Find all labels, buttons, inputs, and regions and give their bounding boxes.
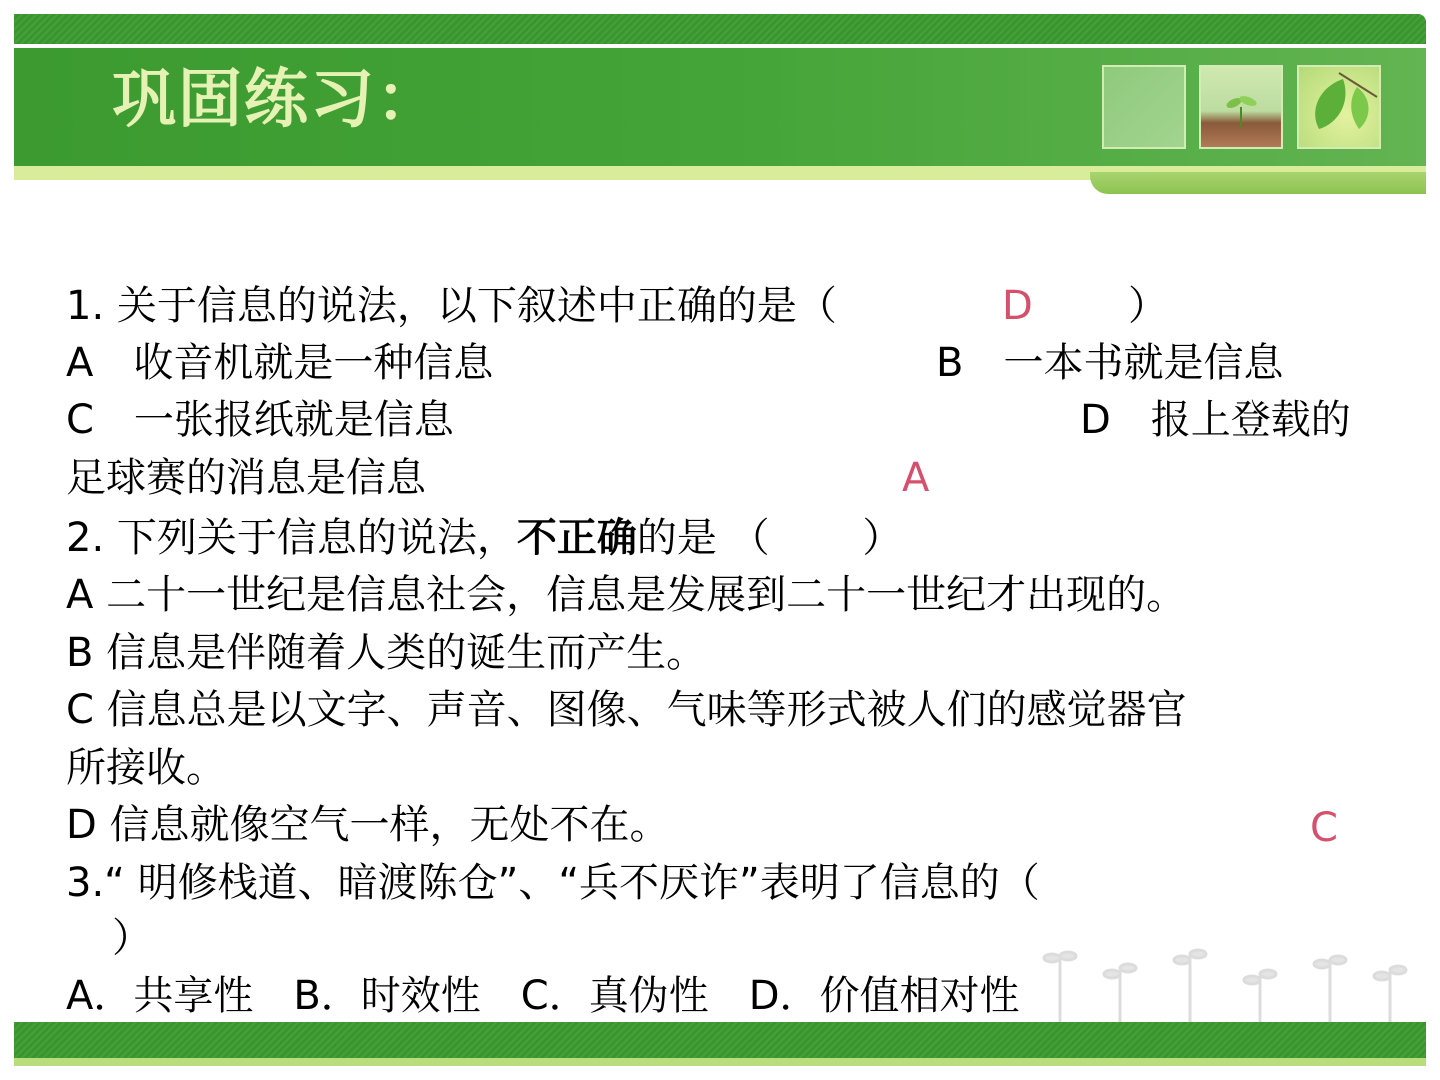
plain-green-thumbnail <box>1102 65 1186 149</box>
header-accent-tab <box>1090 172 1426 194</box>
q2-answer: A <box>902 455 930 501</box>
q2-question-start: 2. 下列关于信息的说法， <box>66 515 517 561</box>
header-top-band <box>14 14 1426 46</box>
q2-question-emphasis: 不正确 <box>516 515 637 561</box>
q2-question <box>66 510 902 566</box>
q1-option-d: D 报上登载的 <box>1080 397 1351 443</box>
footer-light-stripe <box>14 1058 1426 1066</box>
sprout-in-soil-icon <box>1201 67 1281 147</box>
q1-option-d-cont: 足球赛的消息是信息 <box>66 455 426 501</box>
q2-option-d: D 信息就像空气一样，无处不在。 <box>66 802 670 848</box>
q1-question <box>66 278 837 334</box>
green-leaves-icon <box>1299 67 1379 147</box>
q2-question-end: 的是 （ ） <box>636 515 903 561</box>
q2-option-c: C 信息总是以文字、声音、图像、气味等形式被人们的感觉器官 <box>66 687 1187 733</box>
q1-answer: D <box>1002 283 1033 329</box>
q3-options: A．共享性 B．时效性 C．真伪性 D．价值相对性 <box>66 973 1020 1019</box>
q1-question-text: 1. 关于信息的说法，以下叙述中正确的是（ <box>66 283 837 329</box>
q3-answer: C <box>1310 805 1338 851</box>
q3-close-paren: ） <box>112 915 152 961</box>
q1-option-c: C 一张报纸就是信息 <box>66 397 454 443</box>
leaves-thumbnail <box>1297 65 1381 149</box>
q1-option-b: B 一本书就是信息 <box>936 340 1284 386</box>
q2-option-c-cont: 所接收。 <box>66 745 226 791</box>
q2-option-b: B 信息是伴随着人类的诞生而产生。 <box>66 630 707 676</box>
q3-question: 3.“ 明修栈道、暗渡陈仓”、“兵不厌诈”表明了信息的（ <box>66 860 1040 906</box>
q2-option-a: A 二十一世纪是信息社会，信息是发展到二十一世纪才出现的。 <box>66 572 1187 618</box>
q1-option-a: A 收音机就是一种信息 <box>66 340 494 386</box>
plants-decoration-icon <box>1030 940 1420 1026</box>
slide-title: 巩固练习： <box>112 62 442 137</box>
footer-band <box>14 1022 1426 1058</box>
sprout-thumbnail <box>1199 65 1283 149</box>
q1-close-paren: ） <box>1128 283 1168 329</box>
